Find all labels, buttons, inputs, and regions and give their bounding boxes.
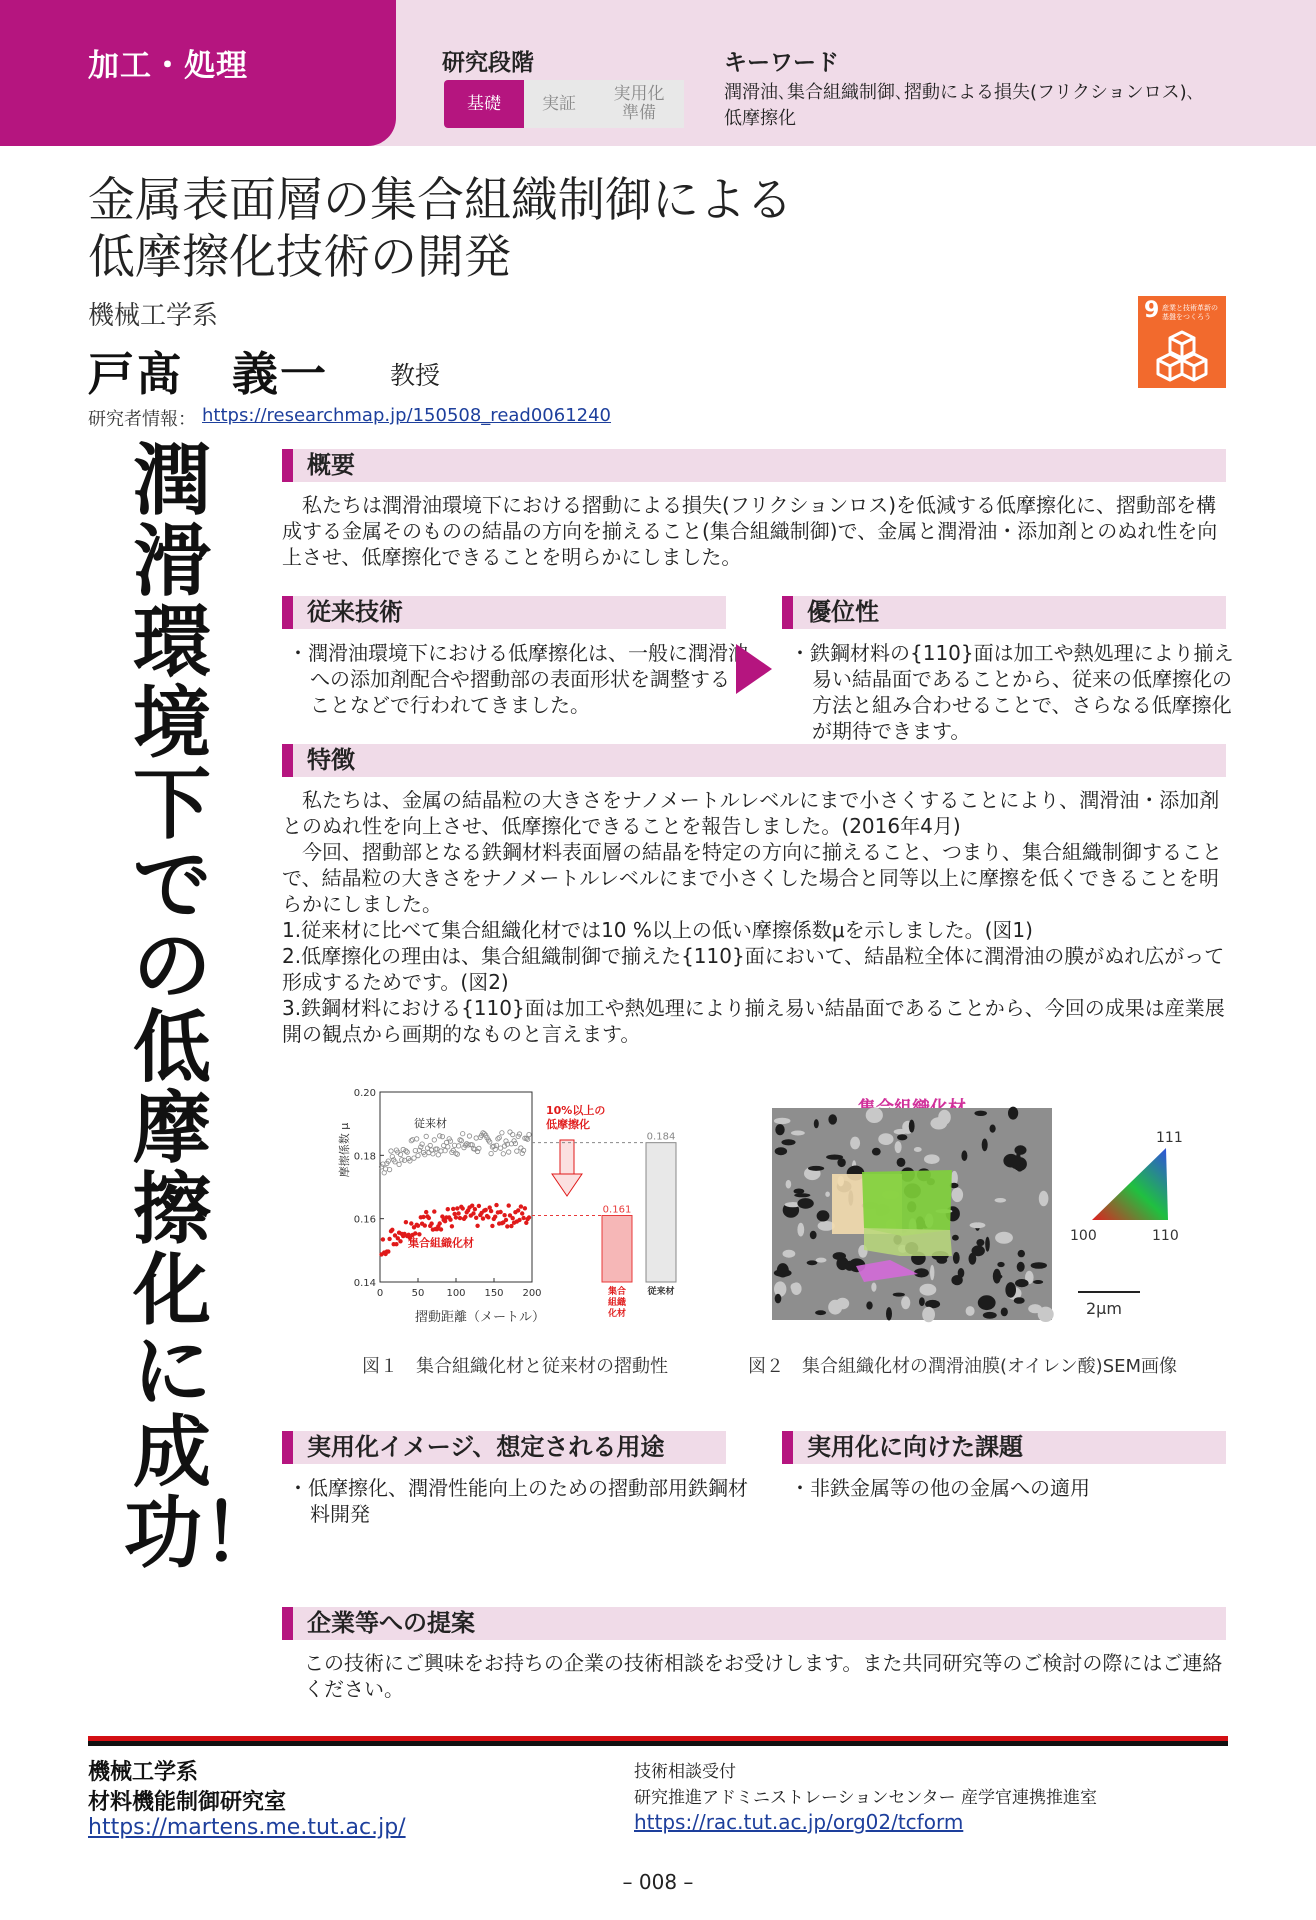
footer-rule-black bbox=[88, 1741, 1228, 1746]
data-point bbox=[486, 1215, 490, 1219]
ipf-label-100: 100 bbox=[1070, 1228, 1097, 1244]
sem-grain bbox=[871, 1283, 876, 1292]
data-point bbox=[515, 1149, 519, 1153]
data-point bbox=[489, 1209, 493, 1213]
data-point bbox=[394, 1242, 398, 1246]
sem-grain bbox=[872, 1148, 881, 1156]
x-tick-label: 150 bbox=[484, 1288, 504, 1299]
features-p1: 私たちは、金属の結晶粒の大きさをナノメートルレベルにまで小さくすることにより、潤滑油・添加剤とのぬれ性を向上させ、低摩擦化できることを報告しました。(2016年4月) bbox=[282, 788, 1220, 838]
sem-grain bbox=[990, 1125, 996, 1133]
sem-grain bbox=[774, 1269, 792, 1277]
sem-grain bbox=[894, 1129, 908, 1135]
sem-grain bbox=[886, 1307, 892, 1320]
researcher-rank: 教授 bbox=[390, 361, 441, 390]
sem-grain bbox=[814, 1119, 819, 1128]
data-point bbox=[461, 1132, 465, 1136]
sem-grain bbox=[1031, 1262, 1047, 1269]
data-point bbox=[456, 1211, 460, 1215]
data-point bbox=[463, 1215, 467, 1219]
data-point bbox=[525, 1137, 529, 1141]
sem-grain bbox=[952, 1188, 964, 1203]
sem-grain bbox=[958, 1268, 965, 1278]
ipf-triangle bbox=[1092, 1148, 1168, 1220]
data-point bbox=[446, 1207, 450, 1211]
data-point bbox=[429, 1221, 433, 1225]
sem-grain bbox=[794, 1193, 810, 1197]
keyword-line-1: 潤滑油､集合組織制御､摺動による損失(フリクションロス)､ bbox=[724, 82, 1196, 103]
sem-grain bbox=[922, 1307, 935, 1322]
stage-basic: 基礎 bbox=[444, 80, 524, 128]
sem-lightgreen-region bbox=[864, 1228, 952, 1256]
data-point bbox=[496, 1137, 500, 1141]
data-point bbox=[389, 1149, 393, 1153]
sem-grain bbox=[817, 1210, 830, 1221]
sem-grain bbox=[794, 1189, 805, 1194]
sem-grain bbox=[982, 1139, 988, 1152]
data-point bbox=[481, 1216, 485, 1220]
sem-grain bbox=[930, 1117, 947, 1129]
figure2-caption: 図２ 集合組織化材の潤滑油膜(オイレン酸)SEM画像 bbox=[748, 1356, 1178, 1377]
data-point bbox=[410, 1138, 414, 1142]
sem-grain bbox=[895, 1141, 902, 1153]
data-point bbox=[405, 1150, 409, 1154]
sem-grain bbox=[775, 1124, 784, 1135]
proposal-heading: 企業等への提案 bbox=[282, 1607, 1226, 1640]
page-number: – 008 – bbox=[622, 1870, 694, 1894]
data-point bbox=[494, 1143, 498, 1147]
data-point bbox=[432, 1138, 436, 1142]
sem-grain bbox=[893, 1293, 905, 1297]
data-point bbox=[416, 1224, 420, 1228]
x-tick-label: 0 bbox=[376, 1288, 384, 1299]
data-point bbox=[438, 1221, 442, 1225]
keyword-line-2: 低摩擦化 bbox=[724, 108, 796, 129]
sem-grain bbox=[961, 1150, 967, 1161]
sem-grain bbox=[783, 1250, 796, 1258]
data-point bbox=[398, 1239, 402, 1243]
application-text: ・低摩擦化、潤滑性能向上のための摺動部用鉄鋼材料開発 bbox=[288, 1476, 748, 1526]
data-point bbox=[498, 1210, 502, 1214]
sem-grain bbox=[1028, 1304, 1042, 1313]
data-point bbox=[467, 1134, 471, 1138]
stage-practical: 実用化 準備 bbox=[594, 80, 684, 128]
data-point bbox=[502, 1213, 506, 1217]
data-point bbox=[471, 1211, 475, 1215]
annotation-arrow-head bbox=[552, 1174, 582, 1196]
data-point bbox=[451, 1207, 455, 1211]
sem-grain bbox=[833, 1252, 846, 1260]
sem-grain bbox=[952, 1235, 959, 1241]
y-tick-label: 0.14 bbox=[353, 1278, 376, 1289]
data-point bbox=[423, 1223, 427, 1227]
sem-grain bbox=[909, 1120, 915, 1133]
sem-grain bbox=[774, 1118, 791, 1124]
sem-grain bbox=[972, 1245, 985, 1256]
data-point bbox=[458, 1216, 462, 1220]
researcher-name: 戸髙 義一 bbox=[88, 347, 328, 401]
data-point bbox=[387, 1237, 391, 1241]
keyword-heading: キーワード bbox=[724, 50, 839, 76]
sem-figure bbox=[772, 1080, 1236, 1330]
sem-grain bbox=[924, 1154, 940, 1164]
data-point bbox=[500, 1131, 504, 1135]
sem-grain bbox=[866, 1301, 872, 1309]
sem-grain bbox=[985, 1237, 990, 1252]
sem-grain bbox=[914, 1147, 922, 1152]
data-point bbox=[413, 1231, 417, 1235]
sem-grain bbox=[993, 1269, 1001, 1284]
data-point bbox=[381, 1237, 385, 1241]
friction-chart bbox=[332, 1080, 752, 1340]
data-point bbox=[397, 1162, 401, 1166]
right-arrow-icon bbox=[736, 644, 772, 694]
data-point bbox=[404, 1220, 408, 1224]
bar-category-label: 化材 bbox=[607, 1309, 627, 1319]
sem-grain bbox=[781, 1139, 795, 1145]
sem-grain bbox=[983, 1312, 997, 1319]
sem-grain bbox=[919, 1297, 925, 1306]
data-point bbox=[427, 1216, 431, 1220]
data-point bbox=[511, 1216, 515, 1220]
sem-grain bbox=[866, 1107, 883, 1123]
bar-value-label: 0.161 bbox=[602, 1204, 632, 1216]
sem-grain bbox=[791, 1131, 805, 1136]
data-point bbox=[390, 1228, 394, 1232]
application-heading: 実用化イメージ、想定される用途 bbox=[282, 1431, 726, 1464]
data-point bbox=[501, 1152, 505, 1156]
sem-grain bbox=[775, 1294, 782, 1304]
data-point bbox=[424, 1134, 428, 1138]
features-heading: 特徴 bbox=[282, 744, 1226, 777]
ipf-label-111: 111 bbox=[1156, 1130, 1183, 1146]
sem-grain bbox=[797, 1223, 804, 1237]
data-point bbox=[428, 1143, 432, 1147]
consultation-label: 技術相談受付 bbox=[634, 1762, 736, 1782]
data-point bbox=[507, 1203, 511, 1207]
annotation-text: 低摩擦化 bbox=[546, 1118, 590, 1131]
sem-grain bbox=[774, 1281, 786, 1296]
footer-lab-name: 材料機能制御研究室 bbox=[88, 1790, 287, 1815]
data-point bbox=[448, 1218, 452, 1222]
bar-value-label: 0.184 bbox=[646, 1131, 676, 1143]
plot-frame bbox=[380, 1092, 532, 1282]
sem-grain bbox=[966, 1306, 975, 1316]
bar-category-label: 従来材 bbox=[647, 1287, 675, 1297]
data-point bbox=[461, 1206, 465, 1210]
sem-green-region bbox=[862, 1170, 952, 1236]
annotation-text: 10%以上の bbox=[546, 1104, 606, 1117]
title-line-1: 金属表面層の集合組織制御による bbox=[88, 173, 793, 228]
sem-grain bbox=[936, 1256, 947, 1263]
data-point bbox=[454, 1215, 458, 1219]
data-point bbox=[474, 1216, 478, 1220]
features-p2: 今回、摺動部となる鉄鋼材料表面層の結晶を特定の方向に揃えること、つまり、集合組織制御することで、結晶粒の大きさをナノメートルレベルにまで小さくした場合と同等以上に摩擦を低くできることを明らかにしました。 bbox=[282, 840, 1222, 916]
features-body bbox=[282, 787, 1226, 1047]
sem-grain bbox=[974, 1111, 987, 1116]
department: 機械工学系 bbox=[88, 301, 219, 331]
data-point bbox=[386, 1249, 390, 1253]
data-point bbox=[412, 1156, 416, 1160]
annotation-arrow-shaft bbox=[560, 1140, 574, 1174]
sem-grain bbox=[901, 1296, 910, 1309]
sem-grain bbox=[1018, 1250, 1025, 1257]
comparison-bar bbox=[646, 1143, 676, 1282]
series-label: 従来材 bbox=[414, 1116, 447, 1130]
sem-grain bbox=[828, 1114, 837, 1124]
consultation-link[interactable]: https://rac.tut.ac.jp/org02/tcform bbox=[634, 1810, 964, 1834]
sem-grain bbox=[1039, 1191, 1049, 1207]
sem-grain bbox=[914, 1268, 929, 1277]
sem-grain bbox=[808, 1166, 824, 1171]
sem-grain bbox=[807, 1260, 818, 1265]
y-tick-label: 0.18 bbox=[353, 1151, 376, 1163]
series-label: 集合組織化材 bbox=[408, 1236, 474, 1250]
sdg-text: 産業と技術革新の基盤をつくろう bbox=[1162, 304, 1218, 321]
y-tick-label: 0.16 bbox=[353, 1214, 376, 1226]
data-point bbox=[475, 1224, 479, 1228]
data-point bbox=[504, 1218, 508, 1222]
data-point bbox=[440, 1134, 444, 1138]
sem-grain bbox=[815, 1310, 826, 1315]
sem-grain bbox=[1015, 1279, 1029, 1287]
stage-heading: 研究段階 bbox=[442, 50, 534, 76]
footer-lab-link[interactable]: https://martens.me.tut.ac.jp/ bbox=[88, 1815, 406, 1840]
researcher-info-link[interactable]: https://researchmap.jp/150508_read0061240 bbox=[202, 405, 612, 426]
sem-grain bbox=[897, 1158, 906, 1167]
conventional-text: ・潤滑油環境下における低摩擦化は、一般に潤滑油への添加剤配合や摺動部の表面形状を調整することなどで行われてきました。 bbox=[288, 641, 748, 717]
features-p5: 3.鉄鋼材料における{110}面は加工や熱処理により揃え易い結晶面であることから、今回の成果は産業展開の観点から画期的なものと言えます。 bbox=[282, 996, 1225, 1046]
data-point bbox=[446, 1145, 450, 1149]
advantage-text: ・鉄鋼材料の{110}面は加工や熱処理により揃え易い結晶面であることから、従来の低摩擦化の方法と組み合わせることで、さらなる低摩擦化が期待できます。 bbox=[790, 641, 1234, 743]
researcher-info-label: 研究者情報： bbox=[88, 409, 196, 430]
sem-grain bbox=[1008, 1107, 1018, 1120]
data-point bbox=[409, 1221, 413, 1225]
footer-department: 機械工学系 bbox=[88, 1760, 199, 1785]
data-point bbox=[519, 1204, 523, 1208]
data-point bbox=[470, 1204, 474, 1208]
data-point bbox=[520, 1211, 524, 1215]
challenges-text: ・非鉄金属等の他の金属への適用 bbox=[790, 1476, 1090, 1500]
sem-grain bbox=[1001, 1308, 1008, 1317]
sem-grain bbox=[995, 1232, 1013, 1244]
sem-grain bbox=[1017, 1262, 1025, 1272]
sem-grain bbox=[930, 1265, 934, 1280]
comparison-bar bbox=[602, 1216, 632, 1283]
figure1-caption: 図１ 集合組織化材と従来材の摺動性 bbox=[362, 1356, 668, 1377]
sem-grain bbox=[786, 1180, 792, 1189]
data-point bbox=[421, 1215, 425, 1219]
stage-demo: 実証 bbox=[524, 80, 594, 128]
data-point bbox=[497, 1136, 501, 1140]
proposal-text: この技術にご興味をお持ちの企業の技術相談をお受けします。また共同研究等のご検討の際にはご連絡ください。 bbox=[304, 1651, 1223, 1701]
sem-grain bbox=[1015, 1145, 1027, 1155]
cubes-icon bbox=[1154, 330, 1210, 382]
data-point bbox=[527, 1132, 531, 1136]
sdg-badge bbox=[1138, 296, 1226, 388]
y-tick-label: 0.20 bbox=[353, 1088, 376, 1099]
sem-grain bbox=[836, 1298, 849, 1310]
data-point bbox=[477, 1204, 481, 1208]
sem-grain bbox=[850, 1137, 860, 1150]
sem-grain bbox=[1014, 1297, 1025, 1304]
sem-grain bbox=[878, 1133, 893, 1145]
data-point bbox=[508, 1130, 512, 1134]
data-point bbox=[521, 1216, 525, 1220]
sem-grain bbox=[1016, 1152, 1021, 1167]
data-point bbox=[415, 1137, 419, 1141]
overview-text: 私たちは潤滑油環境下における摺動による損失(フリクションロス)を低減する低摩擦化に、摺動部を構成する金属そのものの結晶の方向を揃えること(集合組織制御)で、金属と潤滑油・添加剤とのぬれ性を向上させ、低摩擦化できることを明らかにしました。 bbox=[282, 493, 1218, 569]
sem-grain bbox=[825, 1192, 830, 1197]
x-tick-label: 50 bbox=[411, 1288, 425, 1299]
data-point bbox=[424, 1210, 428, 1214]
data-point bbox=[455, 1152, 459, 1156]
ipf-label-110: 110 bbox=[1152, 1228, 1179, 1244]
sem-grain bbox=[970, 1222, 986, 1228]
data-point bbox=[507, 1150, 511, 1154]
sem-grain bbox=[791, 1283, 799, 1291]
keyword-list bbox=[724, 80, 1244, 132]
challenges-heading: 実用化に向けた課題 bbox=[782, 1431, 1226, 1464]
sem-grain bbox=[1005, 1282, 1016, 1298]
sem-grain bbox=[775, 1147, 787, 1155]
sem-grain bbox=[1033, 1280, 1043, 1284]
data-point bbox=[432, 1209, 436, 1213]
bar-category-label: 組織 bbox=[607, 1298, 627, 1308]
data-point bbox=[493, 1215, 497, 1219]
data-point bbox=[474, 1136, 478, 1140]
data-point bbox=[523, 1206, 527, 1210]
sem-grain bbox=[810, 1231, 817, 1239]
sem-grain bbox=[978, 1295, 996, 1310]
vertical-slogan: 潤滑環境下での低摩擦化に成功！ bbox=[124, 435, 281, 1579]
y-axis-label: 摩擦係数 μ bbox=[338, 1122, 351, 1178]
sem-grain bbox=[837, 1158, 845, 1167]
data-point bbox=[489, 1151, 493, 1155]
bar-category-label: 集合 bbox=[607, 1287, 627, 1297]
data-point bbox=[425, 1146, 429, 1150]
features-p4: 2.低摩擦化の理由は、集合組織制御で揃えた{110}面において、結晶粒全体に潤滑油の膜がぬれ広がって形成するためです。(図2) bbox=[282, 944, 1225, 994]
page-title bbox=[88, 172, 908, 286]
scale-label: 2μm bbox=[1086, 1299, 1122, 1318]
data-point bbox=[490, 1224, 494, 1228]
data-point bbox=[516, 1208, 520, 1212]
sem-grain bbox=[976, 1239, 984, 1246]
sem-grain bbox=[797, 1198, 813, 1209]
sem-grain bbox=[997, 1262, 1004, 1267]
sdg-number: 9 bbox=[1144, 298, 1160, 323]
data-point bbox=[416, 1153, 420, 1157]
data-point bbox=[494, 1203, 498, 1207]
sem-grain bbox=[995, 1198, 1007, 1203]
sem-grain bbox=[897, 1134, 907, 1140]
features-p3: 1.従来材に比べて集合組織化材では10 %以上の低い摩擦係数μを示しました。(図1) bbox=[282, 918, 1033, 942]
data-point bbox=[473, 1207, 477, 1211]
data-point bbox=[511, 1132, 515, 1136]
sem-grain bbox=[953, 1252, 960, 1264]
conventional-heading: 従来技術 bbox=[282, 596, 726, 629]
x-tick-label: 200 bbox=[522, 1288, 542, 1299]
sem-grain bbox=[920, 1284, 937, 1296]
x-tick-label: 100 bbox=[446, 1288, 466, 1299]
sem-grain bbox=[816, 1258, 827, 1263]
data-point bbox=[527, 1215, 531, 1219]
consultation-org: 研究推進アドミニストレーションセンター 産学官連携推進室 bbox=[634, 1788, 1098, 1808]
data-point bbox=[455, 1206, 459, 1210]
title-line-2: 低摩擦化技術の開発 bbox=[88, 230, 511, 285]
advantage-heading: 優位性 bbox=[782, 596, 1226, 629]
data-point bbox=[519, 1146, 523, 1150]
x-axis-label: 摺動距離（メートル） bbox=[414, 1310, 546, 1325]
data-point bbox=[517, 1218, 521, 1222]
data-point bbox=[505, 1224, 509, 1228]
overview-heading: 概要 bbox=[282, 449, 1226, 482]
data-point bbox=[439, 1227, 443, 1231]
data-point bbox=[512, 1139, 516, 1143]
data-point bbox=[450, 1224, 454, 1228]
data-point bbox=[484, 1208, 488, 1212]
category-label: 加工・処理 bbox=[88, 48, 248, 84]
